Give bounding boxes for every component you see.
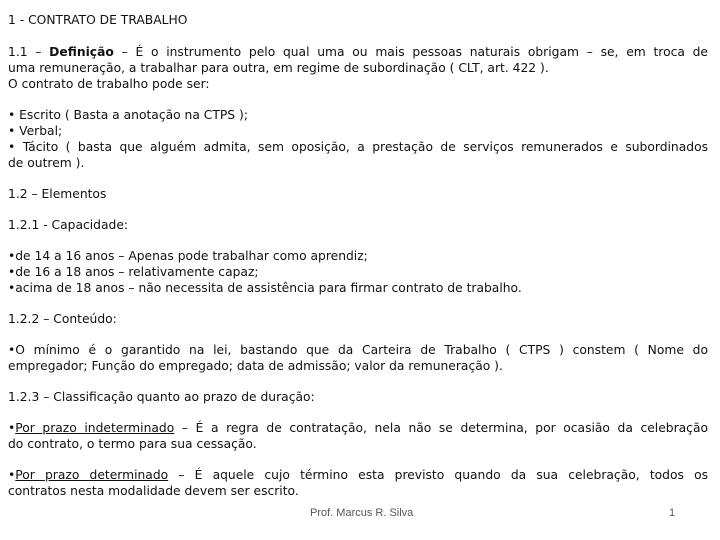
definition-text: – É o instrumento pelo qual uma ou mais pessoas naturais obrigam – se, em troca de xyxy=(113,45,708,59)
section-1-2-1-heading: 1.2.1 - Capacidade: xyxy=(8,218,129,232)
list-item: • Tácito ( basta que alguém admita, sem oposição, a prestação de serviços remunerados e subordinados xyxy=(8,140,708,154)
section-1-2-heading: 1.2 – Elementos xyxy=(8,187,107,201)
list-item: • Escrito ( Basta a anotação na CTPS ); xyxy=(8,108,248,122)
bullet: • xyxy=(8,468,16,482)
list-item: •acima de 18 anos – não necessita de assistência para firmar contrato de trabalho. xyxy=(8,281,522,295)
contract-forms-list xyxy=(8,107,708,171)
definition-line-3: O contrato de trabalho pode ser: xyxy=(8,77,210,91)
definition-term: Definição xyxy=(49,45,114,59)
indeterminate-line-1 xyxy=(8,420,708,436)
determinate-text: – É aquele cujo término esta previsto quando da sua celebração, todos os xyxy=(168,468,708,482)
determinate-line-2: contratos nesta modalidade devem ser escrito. xyxy=(8,484,299,498)
indeterminate-term-paragraph xyxy=(8,420,708,452)
list-item: • Verbal; xyxy=(8,124,63,138)
definition-line-2: uma remuneração, a trabalhar para outra, em regime de subordinação ( CLT, art. 422 ). xyxy=(8,61,549,75)
determinate-term-paragraph xyxy=(8,467,708,499)
section-1-2-2-heading: 1.2.2 – Conteúdo: xyxy=(8,312,117,326)
indeterminate-line-2: do contrato, o termo para sua cessação. xyxy=(8,437,257,451)
page-number: 1 xyxy=(669,507,676,519)
determinate-term: Por prazo determinado xyxy=(15,468,169,482)
page-footer xyxy=(0,507,720,523)
indeterminate-term: Por prazo indeterminado xyxy=(15,421,175,435)
capacity-list xyxy=(8,248,708,296)
document-body xyxy=(8,12,708,514)
section-number: 1.1 – xyxy=(8,45,50,59)
bullet: • xyxy=(8,421,16,435)
footer-author: Prof. Marcus R. Silva xyxy=(310,507,414,519)
content-line-2: empregador; Função do empregado; data de admissão; valor da remuneração ). xyxy=(8,359,503,373)
list-item: •de 14 a 16 anos – Apenas pode trabalhar como aprendiz; xyxy=(8,249,368,263)
list-item-continuation: de outrem ). xyxy=(8,156,85,170)
section-1-1-definition xyxy=(8,44,708,92)
indeterminate-text: – É a regra de contratação, nela não se determina, por ocasião da celebração xyxy=(174,421,708,435)
determinate-line-1 xyxy=(8,467,708,483)
list-item: •de 16 a 18 anos – relativamente capaz; xyxy=(8,265,259,279)
section-1-2-3-heading: 1.2.3 – Classificação quanto ao prazo de duração: xyxy=(8,390,315,404)
content-line-1: •O mínimo é o garantido na lei, bastando que da Carteira de Trabalho ( CTPS ) constem ( Nome do xyxy=(8,343,708,357)
content-paragraph xyxy=(8,342,708,374)
definition-line-1 xyxy=(8,44,708,60)
document-title: 1 - CONTRATO DE TRABALHO xyxy=(8,13,188,27)
